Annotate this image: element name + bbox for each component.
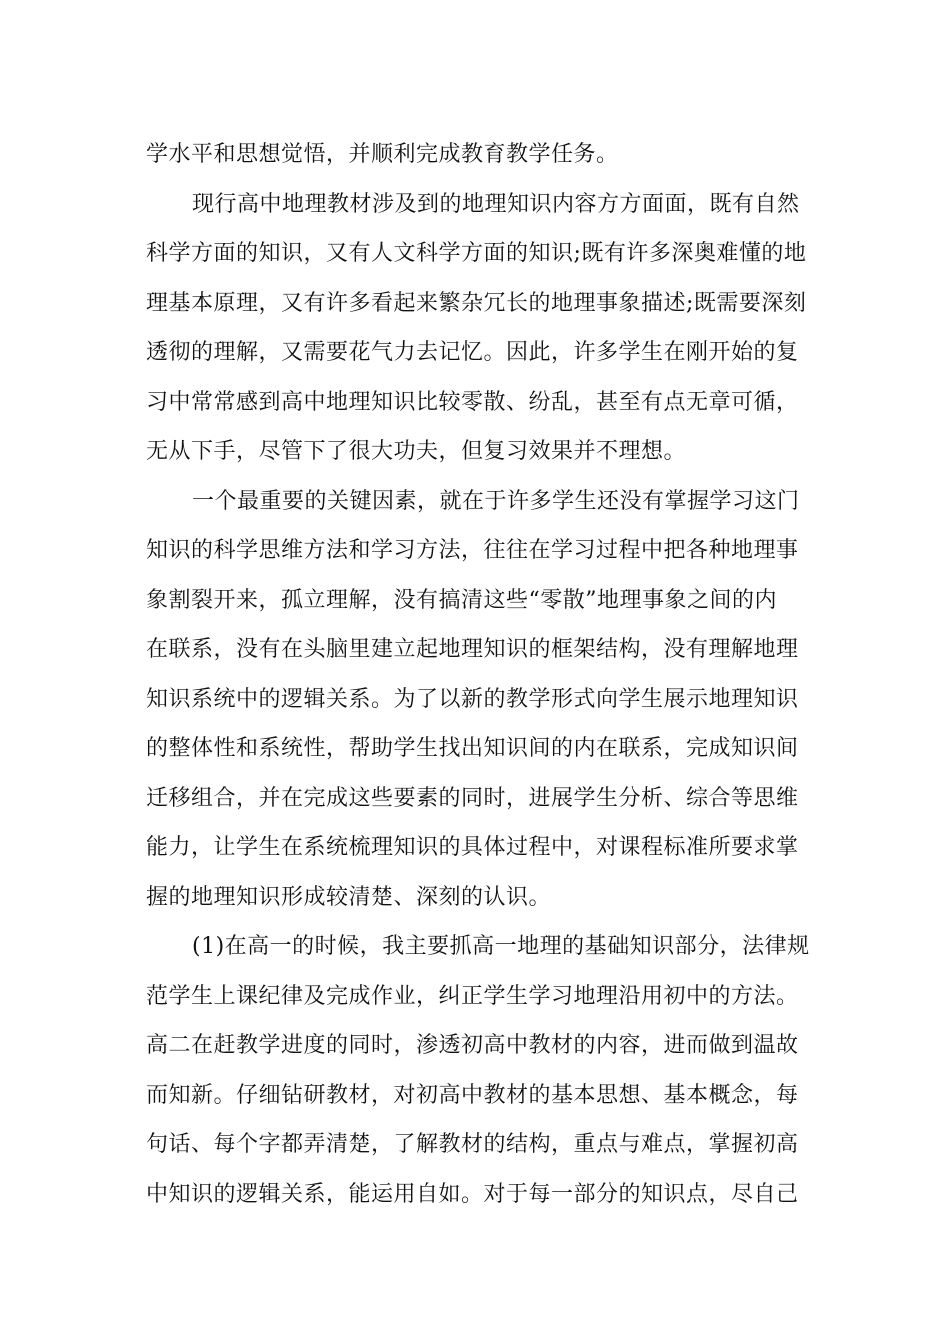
text-line: 握的地理知识形成较清楚、深刻的认识。 (146, 884, 552, 910)
text-line: 而知新。仔细钻研教材，对初高中教材的基本思想、基本概念，每 (146, 1082, 799, 1108)
text-line: 在联系，没有在头脑里建立起地理知识的框架结构，没有理解地理 (146, 637, 799, 662)
text-line: 一个最重要的关键因素，就在于许多学生还没有掌握学习这门 (192, 488, 800, 514)
text-line: 高二在赶教学进度的同时，渗透初高中教材的内容，进而做到温故 (146, 1033, 799, 1058)
text-line: 句话、每个字都弄清楚，了解教材的结构，重点与难点，掌握初高 (146, 1132, 799, 1157)
text-line: 学水平和思想觉悟，并顺利完成教育教学任务。 (146, 142, 619, 167)
text-line: 知识系统中的逻辑关系。为了以新的教学形式向学生展示地理知识 (146, 686, 799, 712)
text-line: 迁移组合，并在完成这些要素的同时，进展学生分析、综合等思维 (146, 785, 799, 811)
text-line: 理基本原理，又有许多看起来繁杂冗长的地理事象描述;既需要深刻 (146, 290, 807, 316)
text-line: 的整体性和系统性，帮助学生找出知识间的内在联系，完成知识间 (146, 736, 799, 761)
text-line: 范学生上课纪律及完成作业，纠正学生学习地理沿用初中的方法。 (146, 983, 799, 1009)
text-line: 能力，让学生在系统梳理知识的具体过程中，对课程标准所要求掌 (146, 835, 799, 860)
text-line: 知识的科学思维方法和学习方法，往往在学习过程中把各种地理事 (146, 538, 799, 563)
text-line: 透彻的理解，又需要花气力去记忆。因此，许多学生在刚开始的复 (146, 340, 799, 365)
text-line: 习中常常感到高中地理知识比较零散、纷乱，甚至有点无章可循， (146, 389, 799, 415)
text-line: 现行高中地理教材涉及到的地理知识内容方方面面，既有自然 (192, 191, 800, 217)
text-line: 象割裂开来，孤立理解，没有搞清这些“零散”地理事象之间的内 (146, 587, 777, 613)
text-line: 科学方面的知识，又有人文科学方面的知识;既有许多深奥难懂的地 (146, 241, 807, 266)
text-line: 中知识的逻辑关系，能运用自如。对于每一部分的知识点，尽自己 (146, 1181, 799, 1207)
document-body (146, 130, 810, 1219)
text-line: (1)在高一的时候，我主要抓高一地理的基础知识部分，法律规 (192, 934, 810, 959)
text-line: 无从下手，尽管下了很大功夫，但复习效果并不理想。 (146, 439, 687, 464)
